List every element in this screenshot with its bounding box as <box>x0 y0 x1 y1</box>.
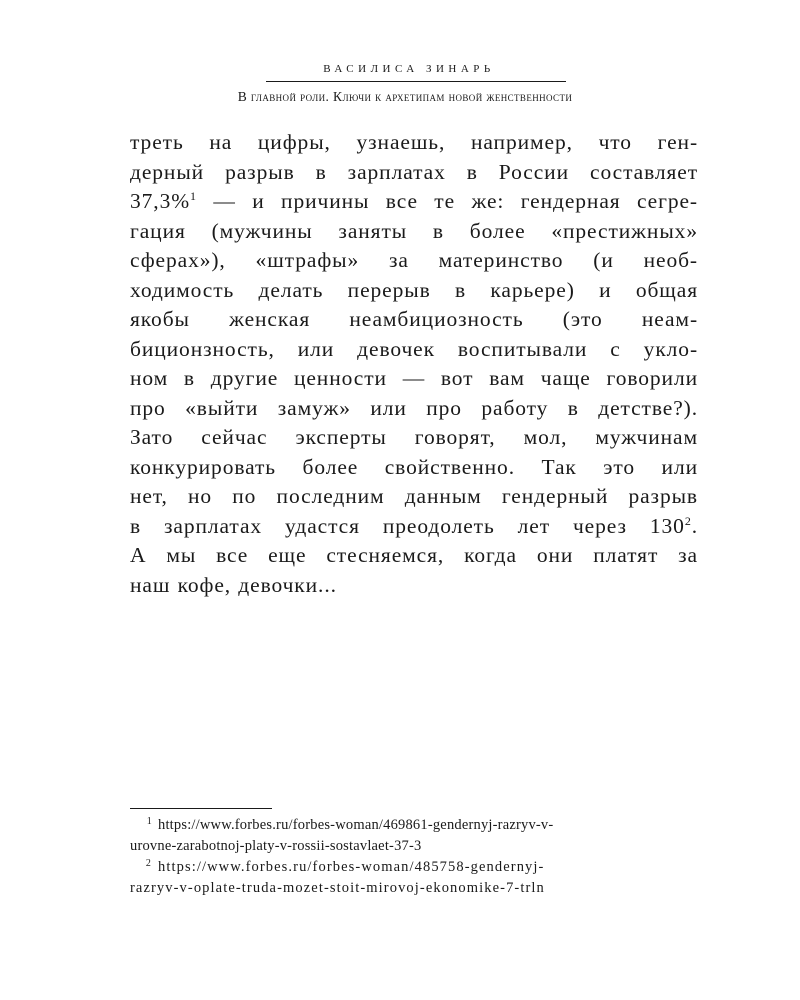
text-line: якобы женская неамбициозность (это неам- <box>130 307 698 331</box>
text-line: треть на цифры, узнаешь, например, что ген- <box>130 130 698 154</box>
text-line: ном в другие ценности — вот вам чаще говорили <box>130 366 698 390</box>
body-text <box>130 128 698 600</box>
text-line: наш кофе, девочки... <box>130 572 337 597</box>
text-fragment: — и причины все те же: гендерная сегре- <box>196 189 698 213</box>
author-name: ВАСИЛИСА ЗИНАРЬ <box>323 63 495 75</box>
text-fragment: 37,3% <box>130 189 191 213</box>
text-fragment: в зарплатах удастся преодолеть лет через 130 <box>130 513 685 538</box>
footnote-link-continued[interactable]: razryv-v-oplate-truda-mozet-stoit-mirovoj-ekonomike-7-trln <box>130 880 545 896</box>
running-head <box>0 62 800 106</box>
footnote-1: 1 https://www.forbes.ru/forbes-woman/469861-gendernyj-razryv-v- <box>146 816 554 833</box>
footnotes <box>130 815 705 899</box>
text-line: биционзность, или девочек воспитывали с укло- <box>130 336 698 361</box>
text-line: про «выйти замуж» или про работу в детстве?). <box>130 395 698 420</box>
text-line: сферах»), «штрафы» за материнство (и необ- <box>130 248 698 272</box>
text-line: конкурировать более свойственно. Так это или <box>130 454 698 479</box>
footnote-link[interactable]: https://www.forbes.ru/forbes-woman/469861-gendernyj-razryv-v- <box>158 817 554 833</box>
text-line <box>130 512 698 542</box>
text-line <box>130 187 698 217</box>
text-line: Зато сейчас эксперты говорят, мол, мужчинам <box>130 425 698 449</box>
footnote-link-continued[interactable]: urovne-zarabotnoj-platy-v-rossii-sostavlaet-37-3 <box>130 838 422 854</box>
footnote-link[interactable]: https://www.forbes.ru/forbes-woman/485758-gendernyj- <box>158 859 545 875</box>
text-line: гация (мужчины заняты в более «престижных» <box>130 218 698 243</box>
text-line: ходимость делать перерыв в карьере) и общая <box>130 277 698 302</box>
text-line: нет, но по последним данным гендерный разрыв <box>130 484 698 508</box>
text-fragment: . <box>691 513 698 538</box>
header-divider <box>266 81 566 82</box>
book-title: В главной роли. Ключи к архетипам новой женственности <box>237 89 573 104</box>
text-line: А мы все еще стесняемся, когда они платят за <box>130 543 698 567</box>
footnote-2: 2 https://www.forbes.ru/forbes-woman/485758-gendernyj- <box>145 858 545 875</box>
footnote-divider <box>130 808 272 809</box>
text-line: дерный разрыв в зарплатах в России составляет <box>130 159 698 184</box>
footnote-ref-2[interactable]: 2 <box>684 513 692 528</box>
footnote-ref-1[interactable]: 1 <box>190 189 197 203</box>
